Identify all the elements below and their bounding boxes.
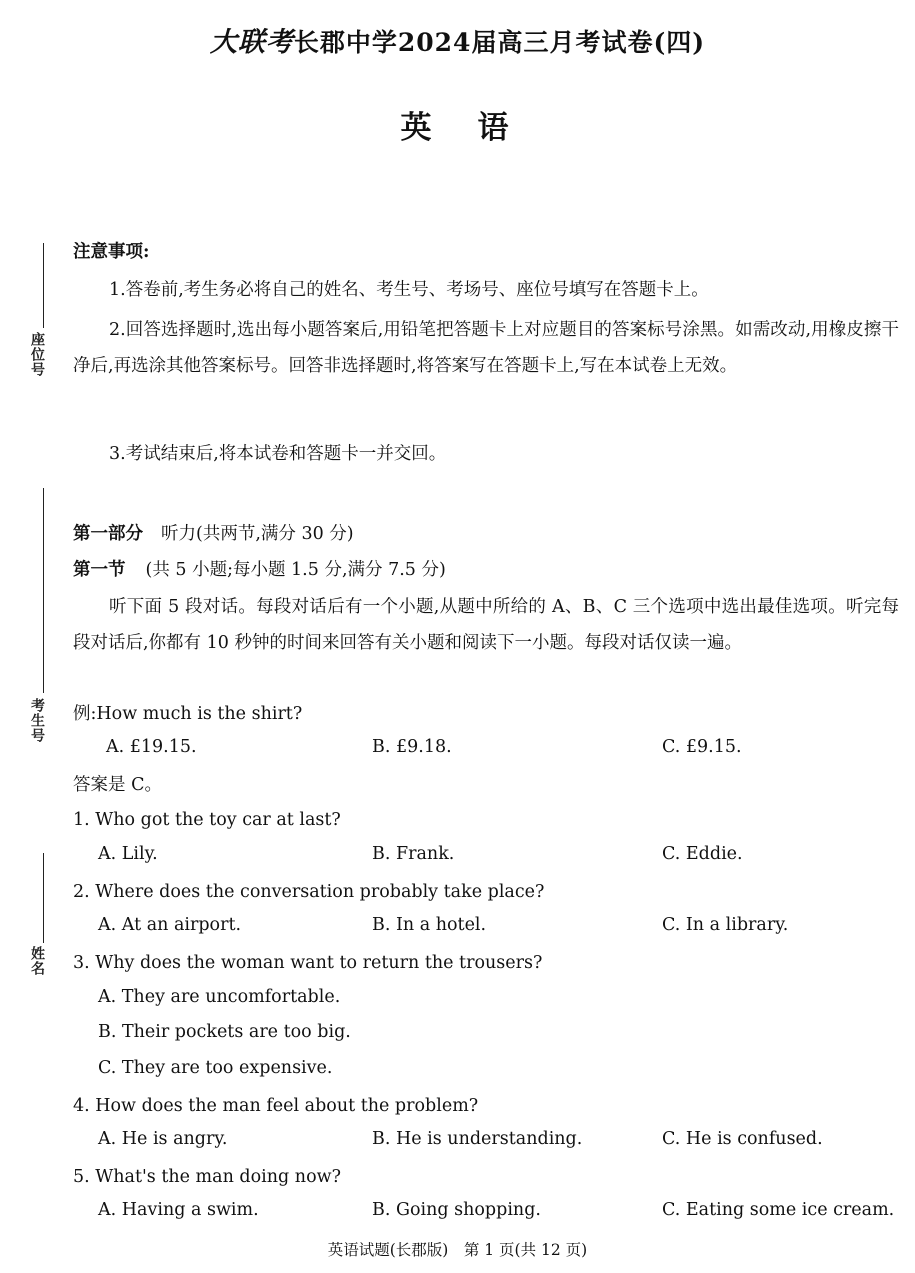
option-b: B. He is understanding. bbox=[372, 1129, 583, 1149]
option-b: B. Going shopping. bbox=[372, 1200, 541, 1220]
option-c: C. He is confused. bbox=[662, 1129, 823, 1149]
option-c: C. They are too expensive. bbox=[98, 1058, 333, 1078]
part1-title: 听力(共两节,满分 30 分) bbox=[161, 524, 354, 544]
example-option-a: A. £19.15. bbox=[106, 737, 197, 757]
section1-instructions: 听下面 5 段对话。每段对话后有一个小题,从题中所给的 A、B、C 三个选项中选出最佳选项。听完每段对话后,你都有 10 秒钟的时间来回答有关小题和阅读下一小题。每段对话仅读一遍。 bbox=[73, 597, 899, 653]
option-a: A. He is angry. bbox=[98, 1129, 228, 1149]
example-answer: 答案是 C。 bbox=[73, 775, 162, 795]
question-stem: 3. Why does the woman want to return the trousers? bbox=[73, 953, 543, 973]
option-a: A. Having a swim. bbox=[98, 1200, 259, 1220]
section1-heading bbox=[73, 558, 446, 582]
question-stem: 1. Who got the toy car at last? bbox=[73, 810, 341, 830]
name-label: 姓名 bbox=[29, 946, 45, 976]
option-b: B. Their pockets are too big. bbox=[98, 1022, 351, 1042]
page-footer: 英语试题(长郡版) 第 1 页(共 12 页) bbox=[327, 1241, 588, 1259]
seat-label: 座位号 bbox=[29, 332, 45, 377]
question-stem: 5. What's the man doing now? bbox=[73, 1167, 341, 1187]
option-c: C. In a library. bbox=[662, 915, 789, 935]
subject-title: 英语 bbox=[400, 110, 555, 146]
section1-detail: (共 5 小题;每小题 1.5 分,满分 7.5 分) bbox=[145, 560, 446, 580]
section1-label: 第一节 bbox=[73, 560, 126, 580]
brand-name: 大联考 bbox=[209, 27, 294, 58]
notice-item-1: 1.答卷前,考生务必将自己的姓名、考生号、考场号、座位号填写在答题卡上。 bbox=[109, 280, 709, 300]
option-c: C. Eating some ice cream. bbox=[662, 1200, 895, 1220]
part1-label: 第一部分 bbox=[73, 524, 143, 544]
option-a: A. They are uncomfortable. bbox=[98, 987, 341, 1007]
exam-no-line bbox=[43, 488, 44, 693]
option-b: B. In a hotel. bbox=[372, 915, 487, 935]
notice-item-2: 2.回答选择题时,选出每小题答案后,用铅笔把答题卡上对应题目的答案标号涂黑。如需改动,用橡皮擦干净后,再选涂其他答案标号。回答非选择题时,将答案写在答题卡上,写在本试卷上无效。 bbox=[73, 320, 899, 376]
exam-title: 长郡中学2024届高三月考试卷(四) bbox=[293, 28, 706, 57]
example-option-c: C. £9.15. bbox=[662, 737, 742, 757]
notice-heading: 注意事项: bbox=[73, 242, 150, 262]
option-a: A. At an airport. bbox=[98, 915, 242, 935]
example-option-b: B. £9.18. bbox=[372, 737, 452, 757]
question-stem: 2. Where does the conversation probably take place? bbox=[73, 882, 545, 902]
name-line bbox=[43, 853, 44, 943]
option-c: C. Eddie. bbox=[662, 844, 743, 864]
part1-heading bbox=[73, 522, 354, 546]
exam-header bbox=[0, 20, 915, 59]
option-b: B. Frank. bbox=[372, 844, 455, 864]
exam-no-label: 考生号 bbox=[29, 698, 45, 743]
notice-item-3: 3.考试结束后,将本试卷和答题卡一并交回。 bbox=[109, 444, 447, 464]
question-stem: 4. How does the man feel about the problem? bbox=[73, 1096, 479, 1116]
option-a: A. Lily. bbox=[98, 844, 158, 864]
example-question: 例:How much is the shirt? bbox=[73, 704, 303, 724]
seat-line bbox=[43, 243, 44, 328]
